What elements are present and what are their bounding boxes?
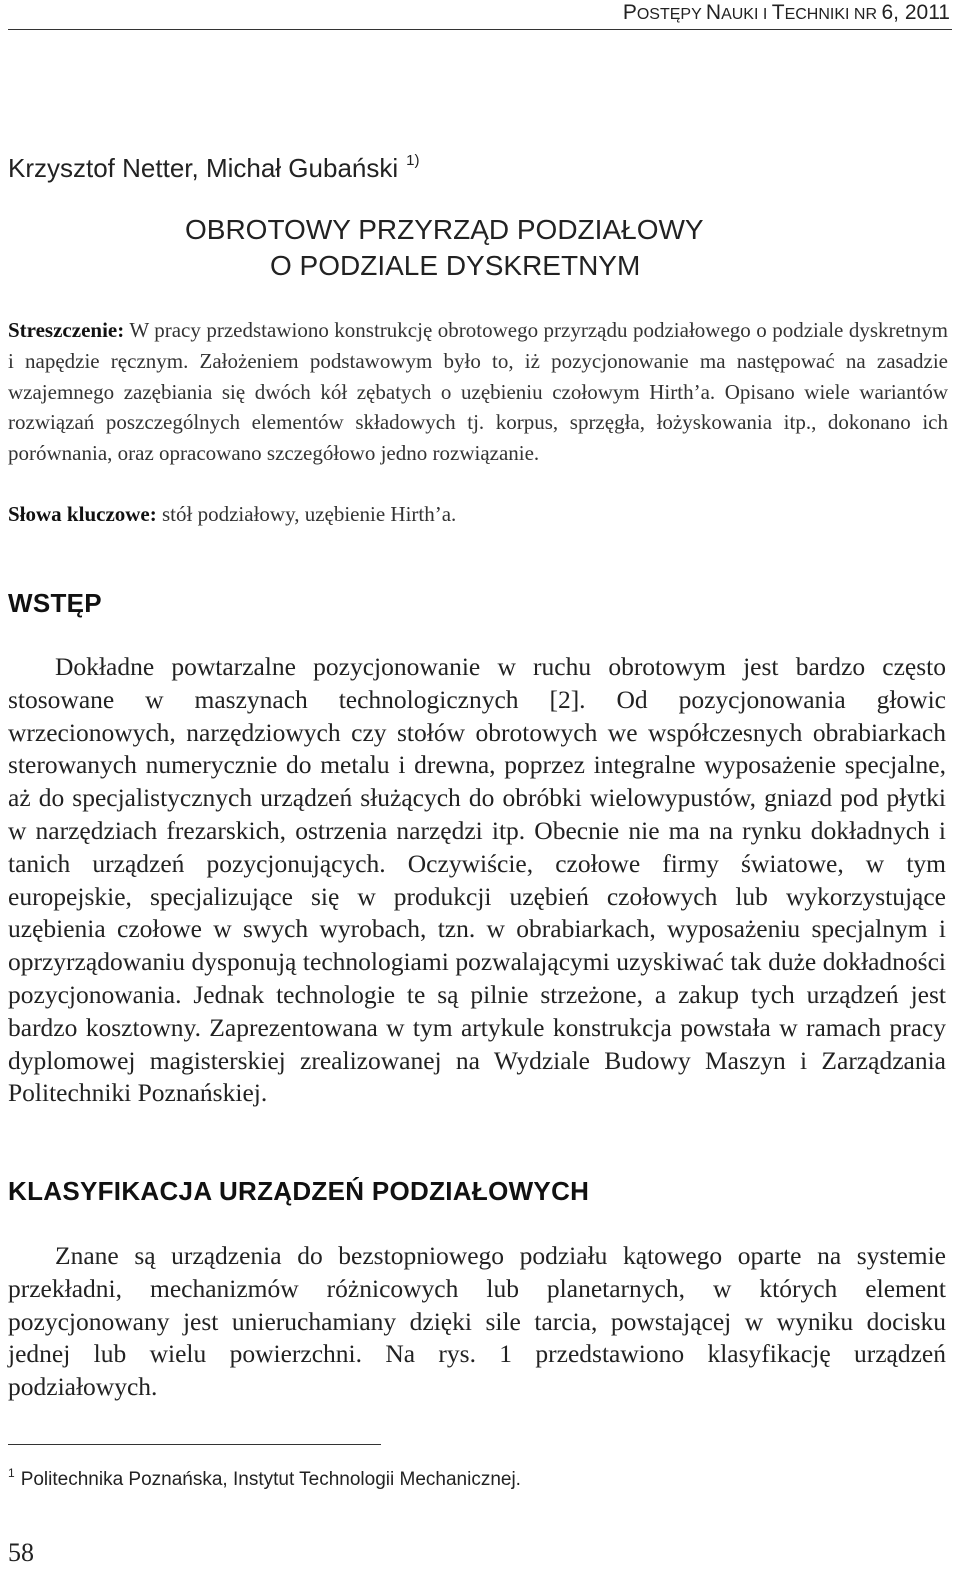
journal-issue: 6, 2011: [881, 1, 950, 24]
section-heading-intro: WSTĘP: [8, 588, 102, 618]
abstract: [8, 315, 948, 469]
abstract-label: Streszczenie:: [8, 318, 125, 342]
journal-word-1: OSTĘPY: [636, 6, 706, 23]
keywords-text: stół podziałowy, uzębienie Hirth’a.: [162, 502, 457, 526]
header-rule: [8, 29, 952, 30]
footnote-rule: [8, 1444, 381, 1445]
title-line-2: O PODZIALE DYSKRETNYM: [270, 250, 641, 281]
page-number: 58: [8, 1538, 34, 1567]
journal-letter-t: T: [771, 1, 785, 24]
author-footnote-mark: 1): [406, 152, 420, 169]
running-header: [623, 0, 950, 28]
journal-word-3: ECHNIKI NR: [784, 6, 882, 23]
keywords: [8, 500, 948, 528]
keywords-label: Słowa kluczowe:: [8, 502, 157, 526]
footnote-text: Politechnika Poznańska, Instytut Technologii Mechanicznej.: [20, 1469, 521, 1490]
author-names: Krzysztof Netter, Michał Gubański: [8, 153, 399, 183]
footnote-mark: 1: [8, 1466, 15, 1480]
paper-title: [185, 212, 785, 284]
section-paragraph-intro: Dokładne powtarzalne pozycjonowanie w ruchu obrotowym jest bardzo często stosowane w maszynach technologicznych [2]. Od pozycjonowania głowic wrzecionowych, narzędziowych czy stołów obrotowych we współczesnych obrabiarkach sterowanych numerycznie do metalu i drewna, poprzez integralne wyposażenie specjalne, aż do specjalistycznych urządzeń służących do obróbki wielowypustów, gniazd pod płytki w narzędziach frezarskich, ostrzenia narzędzi itp. Obecnie nie ma na rynku dokładnych i tanich urządzeń pozycjonujących. Oczywiście, czołowe firmy światowe, w tym europejskie, specjalizujące się w produkcji uzębień czołowych lub wykorzystujące uzębienia czołowe w swych wyrobach, tzn. w obrabiarkach, wyposażeniu specjalnym i oprzyrządowaniu dysponują technologiami pozwalającymi uzyskiwać tak duże dokładności pozycjonowania. Jednak technologie te są pilnie strzeżone, a zakup tych urządzeń jest bardzo kosztowny. Zaprezentowana w tym artykule konstrukcja powstała w ramach pracy dyplomowej magisterskiej zrealizowanej na Wydziale Budowy Maszyn i Zarządzania Politechniki Poznańskiej.: [8, 652, 946, 1108]
journal-letter-n: N: [705, 1, 722, 24]
authors: [8, 144, 419, 185]
abstract-text: W pracy przedstawiono konstrukcję obrotowego przyrządu podziałowego o podziale dyskretnym i napędzie ręcznym. Założeniem podstawowym było to, iż pozycjonowanie ma następować na zasadzie wzajemnego zazębiania się dwóch kół zębatych o uzębieniu czołowym Hirth’a. Opisano wiele wariantów rozwiązań poszczególnych elementów składowych tj. korpus, sprzęgła, łożyskowania itp., dokonano ich porównania, oraz opracowano szczegółowo jedno rozwiązanie.: [8, 318, 948, 466]
footnote: [8, 1460, 521, 1493]
section-heading-classification: KLASYFIKACJA URZĄDZEŃ PODZIAŁOWYCH: [8, 1176, 590, 1206]
journal-word-2: AUKI I: [721, 6, 772, 23]
title-line-1: OBROTOWY PRZYRZĄD PODZIAŁOWY: [185, 214, 704, 245]
journal-letter-p: P: [622, 1, 637, 24]
section-paragraph-classification: Znane są urządzenia do bezstopniowego podziału kątowego oparte na systemie przekładni, mechanizmów różnicowych lub planetarnych, w których element pozycjonowany jest unieruchamiany dzięki sile tarcia, powstającej w wyniku docisku jednej lub wielu powierzchni. Na rys. 1 przedstawiono klasyfikację urządzeń podziałowych.: [8, 1241, 946, 1402]
